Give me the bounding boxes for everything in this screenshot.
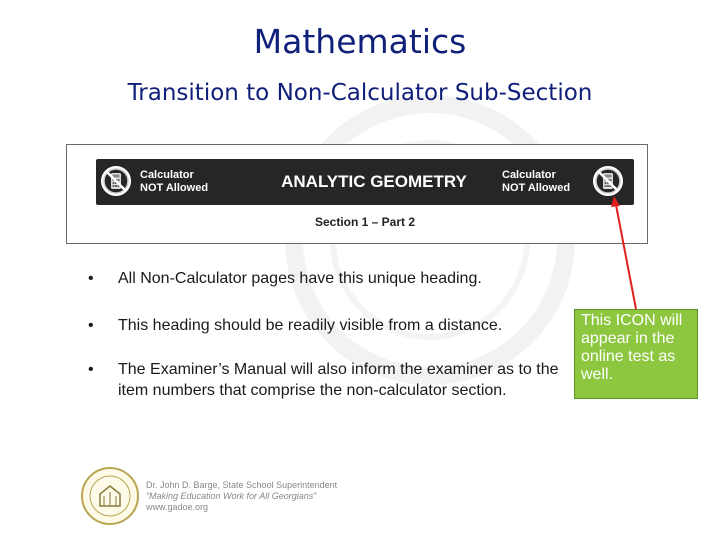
footer-motto: “Making Education Work for All Georgians” bbox=[146, 491, 317, 501]
calculator-not-allowed-label-right: Calculator NOT Allowed bbox=[502, 169, 571, 194]
bullet-text: All Non-Calculator pages have this unique heading. bbox=[118, 270, 482, 287]
no-calculator-icon bbox=[100, 165, 132, 197]
section-part-label: Section 1 – Part 2 bbox=[314, 215, 416, 229]
bullet-text: This heading should be readily visible from a distance. bbox=[118, 317, 503, 334]
bullet-marker: • bbox=[88, 270, 94, 287]
bullet-marker: • bbox=[88, 361, 94, 378]
no-calculator-icon bbox=[592, 165, 624, 197]
non-calculator-banner bbox=[96, 159, 634, 205]
footer-website: www.gadoe.org bbox=[146, 502, 209, 512]
footer-credits bbox=[146, 480, 337, 513]
calculator-not-allowed-label-left: Calculator NOT Allowed bbox=[140, 169, 209, 194]
callout-note: This ICON will appear in the online test as well. bbox=[574, 309, 698, 399]
banner-subject-title: ANALYTIC GEOMETRY bbox=[281, 172, 467, 191]
slide-title: Mathematics bbox=[253, 22, 467, 61]
department-seal-logo bbox=[80, 466, 140, 526]
slide-subtitle: Transition to Non-Calculator Sub-Section bbox=[127, 80, 593, 106]
bullet-marker: • bbox=[88, 317, 94, 334]
footer-superintendent: Dr. John D. Barge, State School Superintendent bbox=[146, 480, 338, 490]
bullet-text: The Examiner’s Manual will also inform the examiner as to the item numbers that comprise the non-calculator section. bbox=[118, 361, 559, 399]
